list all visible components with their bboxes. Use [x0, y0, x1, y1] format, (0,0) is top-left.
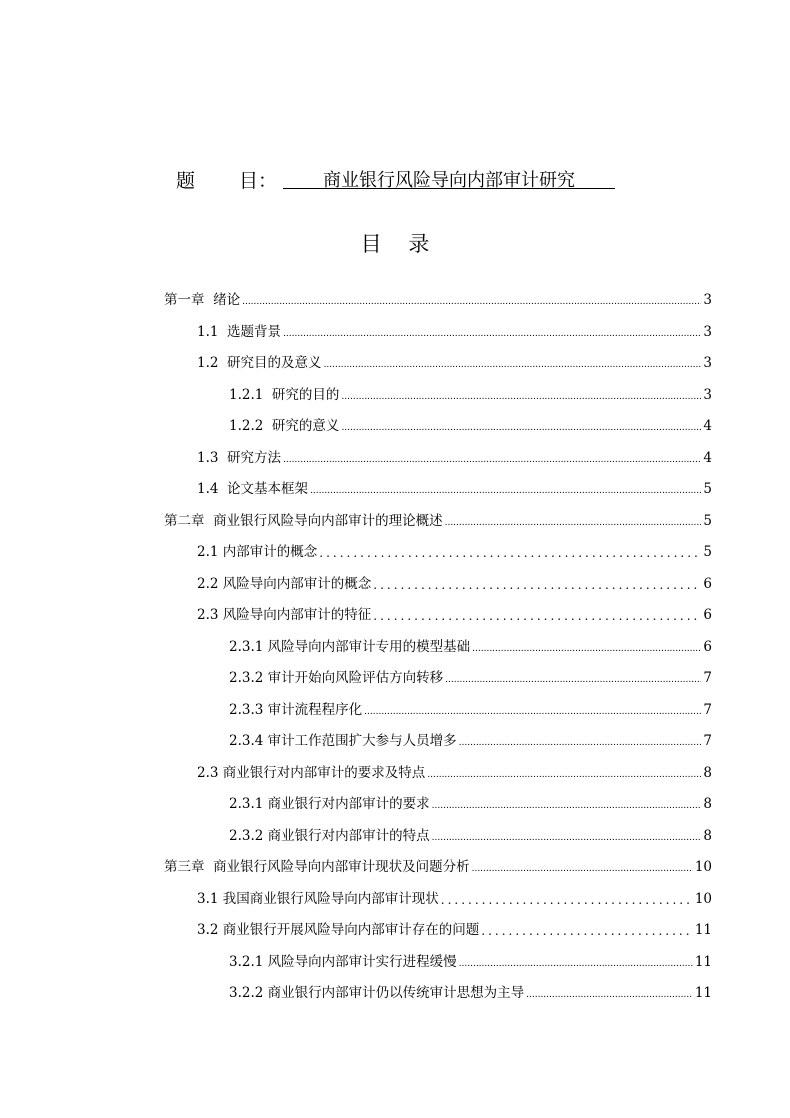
toc-entry-page: 7	[703, 733, 712, 749]
toc-leader-dots	[373, 608, 701, 624]
toc-entry-text: 1.2 研究目的及意义	[197, 355, 322, 371]
toc-entry-page: 8	[703, 764, 712, 781]
toc-leader-dots	[432, 799, 702, 813]
toc-entry-text: 1.1 选题背景	[197, 323, 282, 340]
toc-entry-page: 6	[703, 607, 712, 623]
toc-entry-text: 2.3 风险导向内部审计的特征	[197, 607, 372, 623]
toc-leader-dots	[341, 421, 701, 435]
toc-entry-text: 第三章 商业银行风险导向内部审计现状及问题分析	[164, 859, 470, 875]
toc-entry[interactable]	[0, 634, 790, 656]
toc-entry-text: 2.3.2 审计开始向风险评估方向转移	[229, 670, 444, 686]
toc-entry[interactable]	[0, 917, 790, 939]
toc-leader-dots	[459, 736, 702, 750]
toc-entry-page: 4	[703, 449, 712, 466]
toc-entry-text: 3.2.2 商业银行内部审计仍以传统审计思想为主导	[229, 985, 525, 1001]
toc-entry-page: 5	[703, 544, 712, 560]
toc-entry-text: 1.2.1 研究的目的	[229, 386, 340, 403]
toc-entry-text: 2.3.1 风险导向内部审计专用的模型基础	[229, 638, 471, 655]
toc-leader-dots	[324, 358, 702, 372]
toc-title: 目 录	[360, 232, 440, 256]
toc-entry[interactable]	[0, 823, 790, 845]
toc-entry[interactable]	[0, 382, 790, 404]
toc-leader-dots	[472, 642, 701, 656]
toc-entry-page: 10	[694, 890, 712, 907]
toc-entry[interactable]	[0, 697, 790, 719]
toc-entry[interactable]	[0, 886, 790, 908]
toc-leader-dots	[310, 484, 701, 498]
toc-entry[interactable]	[0, 980, 790, 1002]
subject-label-char2: 目：	[239, 170, 278, 192]
toc-leader-dots	[432, 831, 702, 845]
toc-entry-page: 5	[703, 481, 712, 497]
toc-leader-dots	[441, 892, 693, 908]
toc-entry-page: 8	[703, 827, 712, 844]
toc-entry-page: 3	[703, 386, 712, 403]
toc-leader-dots	[373, 577, 701, 593]
toc-entry-page: 11	[694, 985, 712, 1001]
toc-entry-text: 2.3 商业银行对内部审计的要求及特点	[197, 764, 426, 781]
toc-entry[interactable]	[0, 287, 790, 309]
toc-leader-dots	[364, 705, 701, 719]
toc-leader-dots	[459, 957, 693, 971]
toc-entry-text: 3.2.1 风险导向内部审计实行进程缓慢	[229, 953, 457, 970]
toc-entry-text: 1.4 论文基本框架	[197, 481, 309, 497]
toc-entry[interactable]	[0, 445, 790, 467]
toc-entry[interactable]	[0, 319, 790, 341]
toc-entry[interactable]	[0, 791, 790, 813]
toc-entry-page: 8	[703, 796, 712, 812]
toc-entry-page: 3	[703, 323, 712, 340]
toc-leader-dots	[283, 453, 701, 467]
toc-entry-page: 3	[703, 355, 712, 371]
toc-entry[interactable]	[0, 413, 790, 435]
toc-entry-page: 11	[694, 953, 712, 970]
toc-entry-text: 第二章 商业银行风险导向内部审计的理论概述	[164, 512, 443, 529]
toc-entry-text: 第一章 绪论	[164, 292, 241, 308]
toc-leader-dots	[526, 988, 693, 1002]
toc-leader-dots	[319, 545, 701, 561]
toc-entry[interactable]	[0, 539, 790, 561]
toc-entry-text: 1.2.2 研究的意义	[229, 418, 340, 434]
toc-entry[interactable]	[0, 665, 790, 687]
toc-entry-text: 2.1 内部审计的概念	[197, 544, 318, 560]
toc-entry-page: 7	[703, 701, 712, 718]
thesis-subject	[176, 166, 626, 192]
toc-entry-text: 3.2 商业银行开展风险导向内部审计存在的问题	[197, 922, 480, 938]
toc-entry-page: 6	[703, 575, 712, 592]
toc-entry[interactable]	[0, 854, 790, 876]
toc-entry-page: 3	[703, 292, 712, 308]
toc-entry[interactable]	[0, 728, 790, 750]
toc-entry-page: 10	[694, 859, 712, 875]
toc-entry-page: 5	[703, 512, 712, 529]
toc-entry[interactable]	[0, 571, 790, 593]
toc-entry[interactable]	[0, 508, 790, 530]
subject-value: 商业银行风险导向内部审计研究	[283, 166, 615, 189]
toc-entry-text: 2.3.3 审计流程程序化	[229, 701, 363, 718]
toc-entry-text: 3.1 我国商业银行风险导向内部审计现状	[197, 890, 439, 907]
toc-leader-dots	[427, 768, 701, 782]
toc-entry[interactable]	[0, 949, 790, 971]
toc-entry-text: 2.3.4 审计工作范围扩大参与人员增多	[229, 733, 457, 749]
toc-leader-dots	[472, 862, 693, 876]
toc-entry[interactable]	[0, 602, 790, 624]
toc-entry-text: 2.3.2 商业银行对内部审计的特点	[229, 827, 430, 844]
toc-leader-dots	[445, 673, 701, 687]
toc-entry-page: 7	[703, 670, 712, 686]
toc-entry-page: 6	[703, 638, 712, 655]
toc-entry[interactable]	[0, 350, 790, 372]
toc-entry-text: 1.3 研究方法	[197, 449, 282, 466]
toc-entry-text: 2.2 风险导向内部审计的概念	[197, 575, 372, 592]
toc-entry[interactable]	[0, 476, 790, 498]
toc-entry[interactable]	[0, 760, 790, 782]
toc-leader-dots	[341, 390, 701, 404]
toc-leader-dots	[283, 327, 701, 341]
toc-entry-text: 2.3.1 商业银行对内部审计的要求	[229, 796, 430, 812]
toc-entry-page: 11	[694, 922, 712, 938]
toc-entry-page: 4	[703, 418, 712, 434]
toc-leader-dots	[481, 923, 693, 939]
subject-label-char1: 题	[176, 170, 196, 192]
toc-leader-dots	[242, 295, 701, 309]
toc-leader-dots	[445, 516, 702, 530]
